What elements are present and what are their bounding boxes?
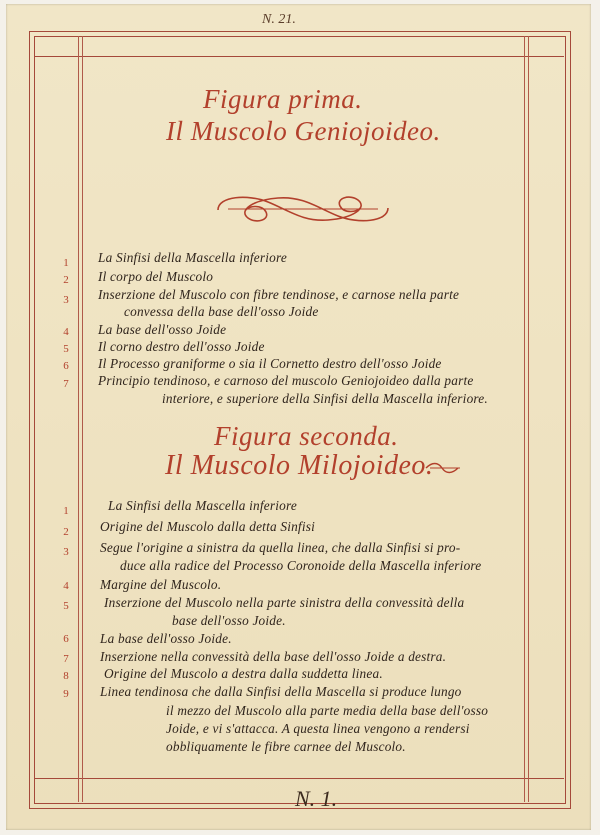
figure1-item-number: 2 [63,274,69,286]
figure1-item-text: Principio tendinoso, e carnoso del muscolo Geniojoideo dalla parte [98,373,474,388]
figure2-subtitle: Il Muscolo Milojoideo. [165,450,434,481]
figure2-item-number: 4 [63,580,69,592]
figure2-item-text: Segue l'origine a sinistra da quella linea, che dalla Sinfisi si pro- [100,540,461,555]
page-number-top: N. 21. [262,12,296,27]
calligraphic-flourish-icon [208,188,398,230]
figure1-item-number: 3 [63,294,69,306]
figure1-subtitle: Il Muscolo Geniojoideo. [166,116,441,146]
figure1-title: Figura prima. [203,84,363,114]
figure2-item-text: Origine del Muscolo dalla detta Sinfisi [100,519,315,534]
figure2-item-number: 3 [63,546,69,558]
figure2-item-number: 9 [63,688,69,700]
figure1-item-number: 5 [63,343,69,355]
figure2-item-number: 5 [63,600,69,612]
right-margin-rule-inner [528,36,529,802]
figure2-item-text: Joide, e vi s'attacca. A questa linea vengono a rendersi [166,721,470,736]
left-margin-rule-inner [82,36,83,802]
figure1-item-text: La Sinfisi della Mascella inferiore [98,250,287,265]
figure1-item-number: 4 [63,326,69,338]
small-flourish-icon [424,460,464,476]
figure2-item-text: Margine del Muscolo. [100,577,222,592]
figure1-item-text: Il corno destro dell'osso Joide [98,339,265,354]
figure2-item-text: il mezzo del Muscolo alla parte media della base dell'osso [166,703,489,718]
figure2-item-number: 7 [63,653,69,665]
figure2-item-number: 1 [63,505,69,517]
figure2-item-text: La base dell'osso Joide. [100,631,232,646]
figure2-item-number: 2 [63,526,69,538]
figure2-item-text: base dell'osso Joide. [172,613,286,628]
figure2-item-text: La Sinfisi della Mascella inferiore [108,498,297,513]
right-margin-rule [524,36,525,802]
figure2-item-text: Inserzione nella convessità della base dell'osso Joide a destra. [100,649,447,664]
figure1-item-text: Inserzione del Muscolo con fibre tendinose, e carnose nella parte [98,287,460,302]
figure1-item-text: Il corpo del Muscolo [98,269,214,284]
figure2-item-number: 8 [63,670,69,682]
figure2-item-text: duce alla radice del Processo Coronoide della Mascella inferiore [120,558,482,573]
figure2-item-number: 6 [63,633,69,645]
figure2-item-text: Inserzione del Muscolo nella parte sinistra della convessità della [104,595,465,610]
figure2-title: Figura seconda. [214,421,399,451]
figure1-item-text: convessa della base dell'osso Joide [124,304,319,319]
figure2-item-text: Linea tendinosa che dalla Sinfisi della Mascella si produce lungo [100,684,462,699]
figure1-item-number: 6 [63,360,69,372]
figure2-item-text: obbliquamente le fibre carnee del Muscolo. [166,739,406,754]
figure1-item-number: 7 [63,378,69,390]
left-margin-rule [78,36,79,802]
bottom-rule [34,778,564,779]
figure2-item-text: Origine del Muscolo a destra dalla suddetta linea. [104,666,383,681]
top-rule [34,56,564,57]
page-number-bottom: N. 1. [295,786,338,811]
figure1-item-text: interiore, e superiore della Sinfisi della Mascella inferiore. [162,391,488,406]
figure1-item-text: Il Processo graniforme o sia il Cornetto destro dell'osso Joide [98,356,442,371]
figure1-item-number: 1 [63,257,69,269]
figure1-item-text: La base dell'osso Joide [98,322,227,337]
